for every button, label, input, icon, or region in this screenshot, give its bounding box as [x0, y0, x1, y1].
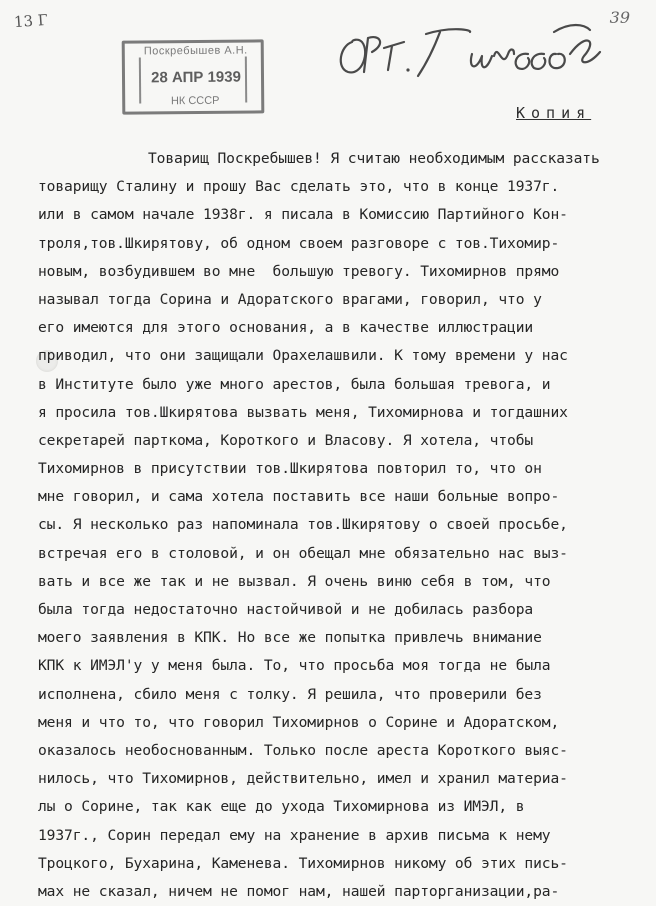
text-line: в Институте было уже много арестов, была большая тревога, и: [38, 375, 551, 393]
text-line: вать и все же так и не вызвал. Я очень виню себя в том, что: [38, 572, 551, 590]
text-line: исполнена, сбило меня с толку. Я решила, что проверили без: [38, 685, 542, 703]
stamp-date: 28 АПР 1939: [151, 68, 241, 87]
text-line: мах не сказал, ничем не помог нам, нашей парторганизации,ра-: [38, 882, 560, 900]
text-line: моего заявления в КПК. Но все же попытка привлечь внимание: [38, 629, 542, 647]
text-line: или в самом начале 1938г. я писала в Комиссию Партийного Кон-: [38, 206, 568, 224]
text-line: сы. Я несколько раз напоминала тов.Шкирятову о своей просьбе,: [38, 516, 568, 534]
text-line: Троцкого, Бухарина, Каменева. Тихомирнов никому об этих пись-: [38, 854, 568, 872]
text-line: секретарей парткома, Короткого и Власову. Я хотела, чтобы: [38, 431, 534, 449]
text-line: оказалось необоснованным. Только после ареста Короткого выяс-: [38, 741, 568, 759]
text-line: товарищу Сталину и прошу Вас сделать это, что в конце 1937г.: [38, 178, 560, 196]
received-stamp: [122, 39, 265, 114]
text-line: нилось, что Тихомирнов, действительно, имел и хранил материа-: [38, 770, 568, 788]
document-title: Копия: [516, 104, 592, 122]
letter-body: [38, 145, 650, 906]
text-line: Товарищ Поскребышев! Я считаю необходимым рассказать: [148, 150, 600, 167]
text-line: новым, возбудившем во мне большую тревогу. Тихомирнов прямо: [38, 262, 560, 280]
text-line: меня и что то, что говорил Тихомирнов о Сорине и Адоратском,: [38, 713, 560, 731]
stamp-line-3: НК СССР: [170, 94, 220, 108]
text-line: Тихомирнов в присутствии тов.Шкирятова повторил то, что он: [38, 460, 542, 478]
text-line: я просила тов.Шкирятова вызвать меня, Тихомирнова и тогдашних: [38, 403, 568, 421]
text-line: называл тогда Сорина и Адоратского врагами, говорил, что у: [38, 290, 542, 308]
text-line: лы о Сорине, так как еще до ухода Тихомирнова из ИМЭЛ, в: [38, 798, 525, 816]
text-line: мне говорил, и сама хотела поставить все наши больные вопро-: [38, 488, 560, 506]
text-line: троля,тов.Шкирятову, об одном своем разговоре с тов.Тихомир-: [38, 234, 560, 252]
text-line: встречая его в столовой, и он обещал мне обязательно нас выз-: [38, 544, 568, 562]
text-line: его имеются для этого основания, а в качестве иллюстрации: [38, 319, 534, 337]
corner-annotation: 13 Г: [13, 10, 49, 32]
text-line: 1937г., Сорин передал ему на хранение в архив письма к нему: [38, 826, 551, 844]
text-line: приводил, что они защищали Орахелашвили. К тому времени у нас: [38, 347, 568, 365]
page-number: 39: [609, 8, 630, 27]
text-line: КПК к ИМЭЛ'у у меня была. То, что просьба моя тогда не была: [38, 657, 551, 675]
stamp-line-1: Поскребышев А.Н.: [143, 44, 248, 58]
text-line: была тогда недостаточно настойчивой и не добилась разбора: [38, 601, 534, 618]
handwritten-signature: [322, 12, 622, 92]
